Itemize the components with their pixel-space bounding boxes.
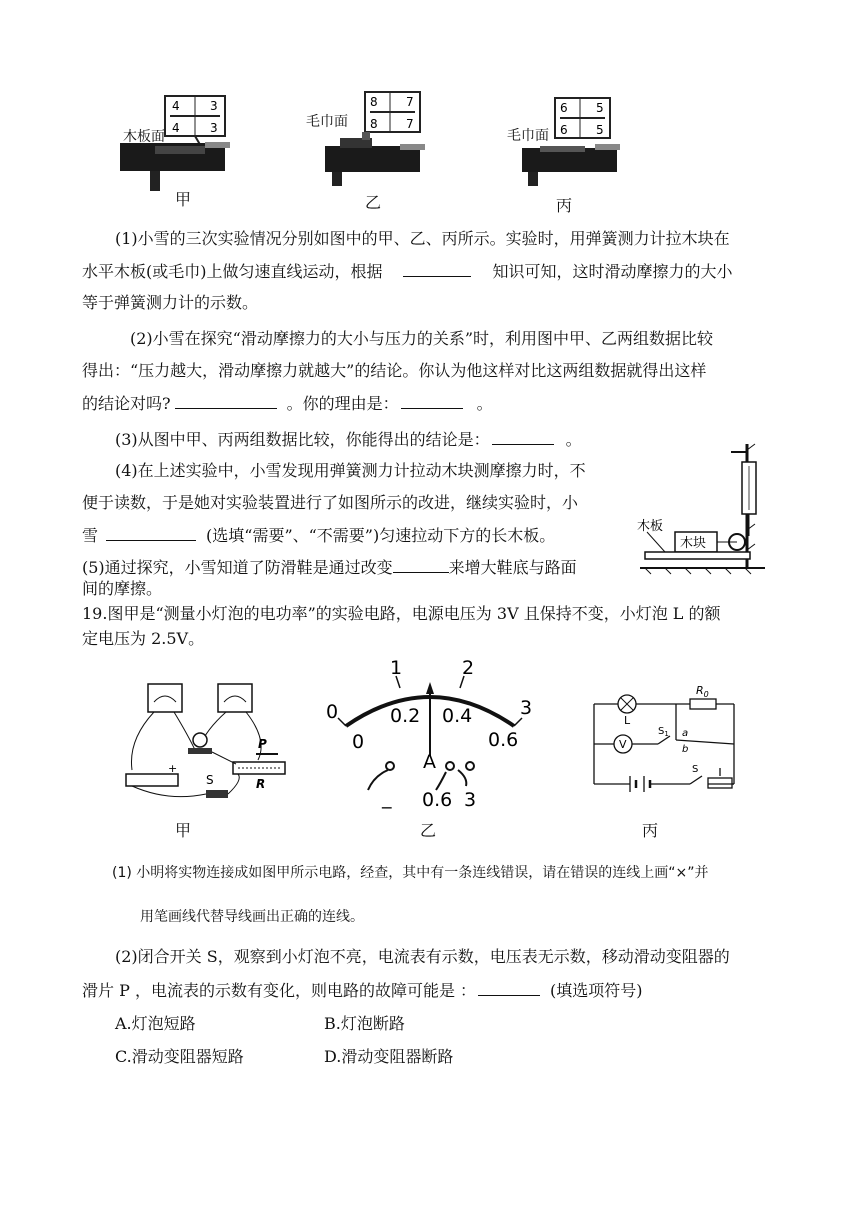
- svg-text:3: 3: [464, 789, 477, 811]
- svg-text:A: A: [423, 751, 436, 773]
- svg-text:L: L: [624, 714, 631, 727]
- svg-text:P: P: [258, 737, 267, 751]
- svg-text:0.6: 0.6: [422, 789, 453, 811]
- answer-blank[interactable]: [492, 428, 554, 445]
- svg-text:0: 0: [352, 731, 365, 753]
- svg-text:0.2: 0.2: [390, 705, 421, 727]
- caption-circuit-bing: 丙: [642, 821, 659, 840]
- caption-circuit-yi: 乙: [420, 821, 437, 840]
- svg-text:7: 7: [406, 95, 414, 109]
- svg-text:b: b: [682, 744, 689, 755]
- photo-panel-bing: [507, 98, 620, 186]
- q19-line-b: 定电压为 2.5V。: [82, 629, 205, 648]
- caption-jia: 甲: [175, 190, 192, 209]
- svg-text:8: 8: [370, 95, 378, 109]
- q19-2-line-b: 滑片 P ，电流表的示数有变化，则电路的故障可能是 ： (填选项符号): [82, 981, 643, 1000]
- q19-line-a: 19.图甲是“测量小灯泡的电功率”的实验电路，电源电压为 3V 且保持不变，小灯泡 L 的额: [82, 604, 721, 623]
- caption-circuit-jia: 甲: [175, 821, 192, 840]
- svg-text:2: 2: [462, 657, 475, 679]
- svg-text:3: 3: [210, 99, 218, 113]
- svg-text:_: _: [382, 787, 392, 809]
- photo-panel-yi: [306, 92, 425, 186]
- figure-physical-circuit: [118, 680, 298, 805]
- q19-1-line-b: 用笔画线代替导线画出正确的连线。: [140, 909, 364, 925]
- photo-panel-jia: [120, 96, 230, 191]
- svg-text:S: S: [206, 773, 214, 787]
- svg-text:7: 7: [406, 117, 414, 131]
- option-d[interactable]: D.滑动变阻器断路: [324, 1047, 454, 1066]
- q5-line-a: (5)通过探究，小雪知道了防滑鞋是通过改变 来增大鞋底与路面: [82, 558, 577, 577]
- switch-icon: [206, 790, 228, 798]
- svg-text:8: 8: [370, 117, 378, 131]
- svg-text:1: 1: [390, 657, 403, 679]
- surface-label: 毛巾面: [507, 128, 549, 144]
- figure-ammeter-dial: [318, 652, 548, 812]
- svg-text:6: 6: [560, 123, 568, 137]
- q2-line-a: (2)小雪在探究“滑动摩擦力的大小与压力的关系”时，利用图中甲、乙两组数据比较: [130, 329, 714, 348]
- svg-text:0.4: 0.4: [442, 705, 473, 727]
- battery-icon: [126, 774, 178, 786]
- q4-line-c: 雪 (选填“需要”、“不需要”)匀速拉动下方的长木板。: [82, 526, 556, 545]
- svg-text:5: 5: [596, 123, 604, 137]
- q1-line-c: 等于弹簧测力计的示数。: [82, 293, 259, 312]
- board-label: 木板: [637, 519, 664, 534]
- caption-bing: 丙: [556, 196, 573, 215]
- answer-blank[interactable]: [403, 260, 471, 277]
- answer-blank[interactable]: [401, 392, 463, 409]
- svg-text:a: a: [682, 728, 689, 739]
- q1-line-a: (1)小雪的三次实验情况分别如图中的甲、乙、丙所示。实验时，用弹簧测力计拉木块在: [115, 229, 730, 248]
- svg-text:V: V: [619, 738, 627, 751]
- answer-blank[interactable]: [478, 979, 540, 996]
- surface-label: 木板面: [123, 129, 165, 145]
- svg-text:5: 5: [596, 101, 604, 115]
- svg-text:R: R: [256, 777, 266, 791]
- surface-label: 毛巾面: [306, 114, 348, 130]
- answer-blank[interactable]: [106, 524, 196, 541]
- figure-improved-apparatus: [635, 440, 775, 580]
- q4-line-b: 便于读数，于是她对实验装置进行了如图所示的改进，继续实验时，小: [82, 493, 579, 512]
- q1-line-b: 水平木板(或毛巾)上做匀速直线运动，根据 知识可知，这时滑动摩擦力的大小: [82, 262, 733, 281]
- ammeter-icon: [148, 684, 182, 712]
- q3-line: (3)从图中甲、丙两组数据比较，你能得出的结论是： 。: [115, 430, 582, 449]
- option-a[interactable]: A.灯泡短路: [115, 1014, 196, 1033]
- block-label: 木块: [680, 536, 707, 551]
- svg-text:3: 3: [210, 121, 218, 135]
- svg-text:S1: $S_1$: [658, 726, 669, 738]
- svg-text:0.6: 0.6: [488, 729, 519, 751]
- q2-line-b: 得出：“压力越大，滑动摩擦力就越大”的结论。你认为他这样对比这两组数据就得出这样: [82, 361, 707, 380]
- q2-line-c: 的结论对吗? 。你的理由是： 。: [82, 394, 493, 413]
- bulb-icon: [193, 733, 207, 747]
- q19-1-line-a: (1) 小明将实物连接成如图甲所示电路，经查，其中有一条连线错误，请在错误的连线上画“×”并: [112, 865, 709, 881]
- q5-line-b: 间的摩擦。: [82, 579, 163, 598]
- svg-text:R0: $R_0$: [696, 684, 709, 699]
- option-c[interactable]: C.滑动变阻器短路: [115, 1047, 244, 1066]
- svg-text:4: 4: [172, 121, 180, 135]
- caption-yi: 乙: [365, 193, 382, 212]
- figure-circuit-schematic: [588, 680, 740, 795]
- svg-text:+: +: [168, 762, 178, 775]
- q4-line-a: (4)在上述实验中，小雪发现用弹簧测力计拉动木块测摩擦力时，不: [115, 461, 586, 480]
- svg-text:4: 4: [172, 99, 180, 113]
- q19-2-line-a: (2)闭合开关 S，观察到小灯泡不亮，电流表有示数，电压表无示数，移动滑动变阻器的: [115, 947, 730, 966]
- svg-text:0: 0: [326, 701, 339, 723]
- answer-blank[interactable]: [175, 392, 277, 409]
- svg-text:3: 3: [520, 697, 533, 719]
- svg-text:S: S: [692, 764, 699, 775]
- option-b[interactable]: B.灯泡断路: [324, 1014, 405, 1033]
- answer-blank[interactable]: [393, 556, 449, 573]
- voltmeter-icon: [218, 684, 252, 712]
- svg-text:6: 6: [560, 101, 568, 115]
